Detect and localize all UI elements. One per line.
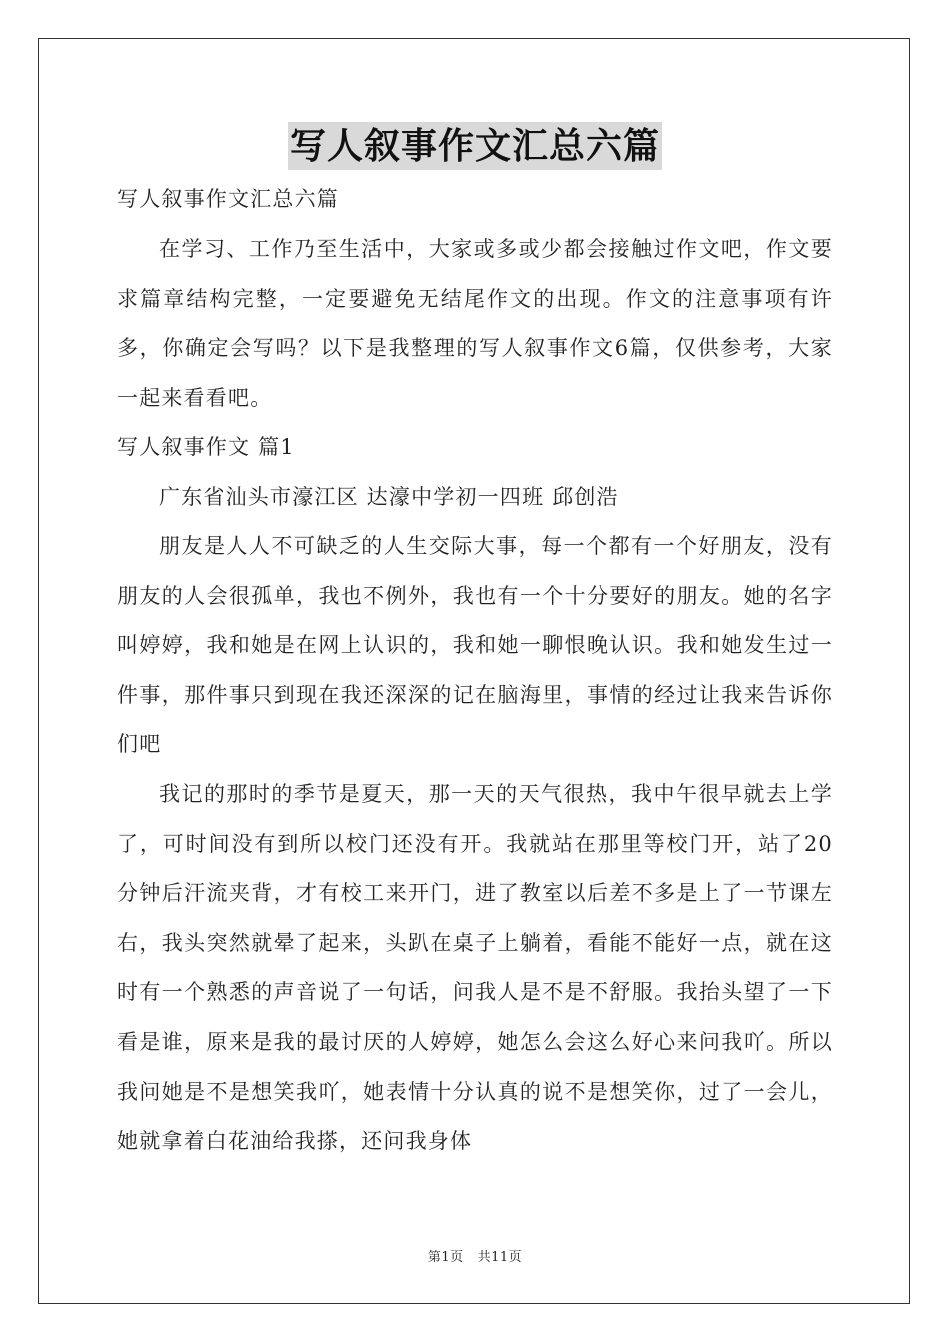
author-line: 广东省汕头市濠江区 达濠中学初一四班 邱创浩 (159, 485, 619, 509)
page-total: 共11页 (477, 1250, 523, 1265)
body-paragraph-1: 朋友是人人不可缺乏的人生交际大事，每一个都有一个好朋友，没有朋友的人会很孤单，我也不例外，我也有一个十分要好的朋友。她的名字叫婷婷，我和她是在网上认识的，我和她一聊恨晚认识。我和她发生过一件事，那件事只到现在我还深深的记在脑海里，事情的经过让我来告诉你们吧 (117, 534, 833, 757)
document-subtitle: 写人叙事作文汇总六篇 (117, 187, 339, 211)
page-number: 第1页 (427, 1250, 464, 1265)
title-container (0, 122, 950, 170)
body-paragraph-2: 我记的那时的季节是夏天，那一天的天气很热，我中午很早就去上学了，可时间没有到所以校门还没有开。我就站在那里等校门开，站了20分钟后汗流夹背，才有校工来开门，进了教室以后差不多是上了一节课左右，我头突然就晕了起来，头趴在桌子上躺着，看能不能好一点，就在这时有一个熟悉的声音说了一句话，问我人是不是不舒服。我抬头望了一下看是谁，原来是我的最讨厌的人婷婷，她怎么会这么好心来问我吖。所以我问她是不是想笑我吖，她表情十分认真的说不是想笑你，过了一会儿，她就拿着白花油给我搽，还问我身体 (117, 782, 833, 1154)
document-title: 写人叙事作文汇总六篇 (288, 122, 662, 170)
page-footer (0, 1246, 950, 1265)
section-heading: 写人叙事作文 篇1 (117, 435, 295, 459)
intro-paragraph: 在学习、工作乃至生活中，大家或多或少都会接触过作文吧，作文要求篇章结构完整，一定要避免无结尾作文的出现。作文的注意事项有许多，你确定会写吗？以下是我整理的写人叙事作文6篇，仅供参考，大家一起来看看吧。 (117, 237, 833, 410)
